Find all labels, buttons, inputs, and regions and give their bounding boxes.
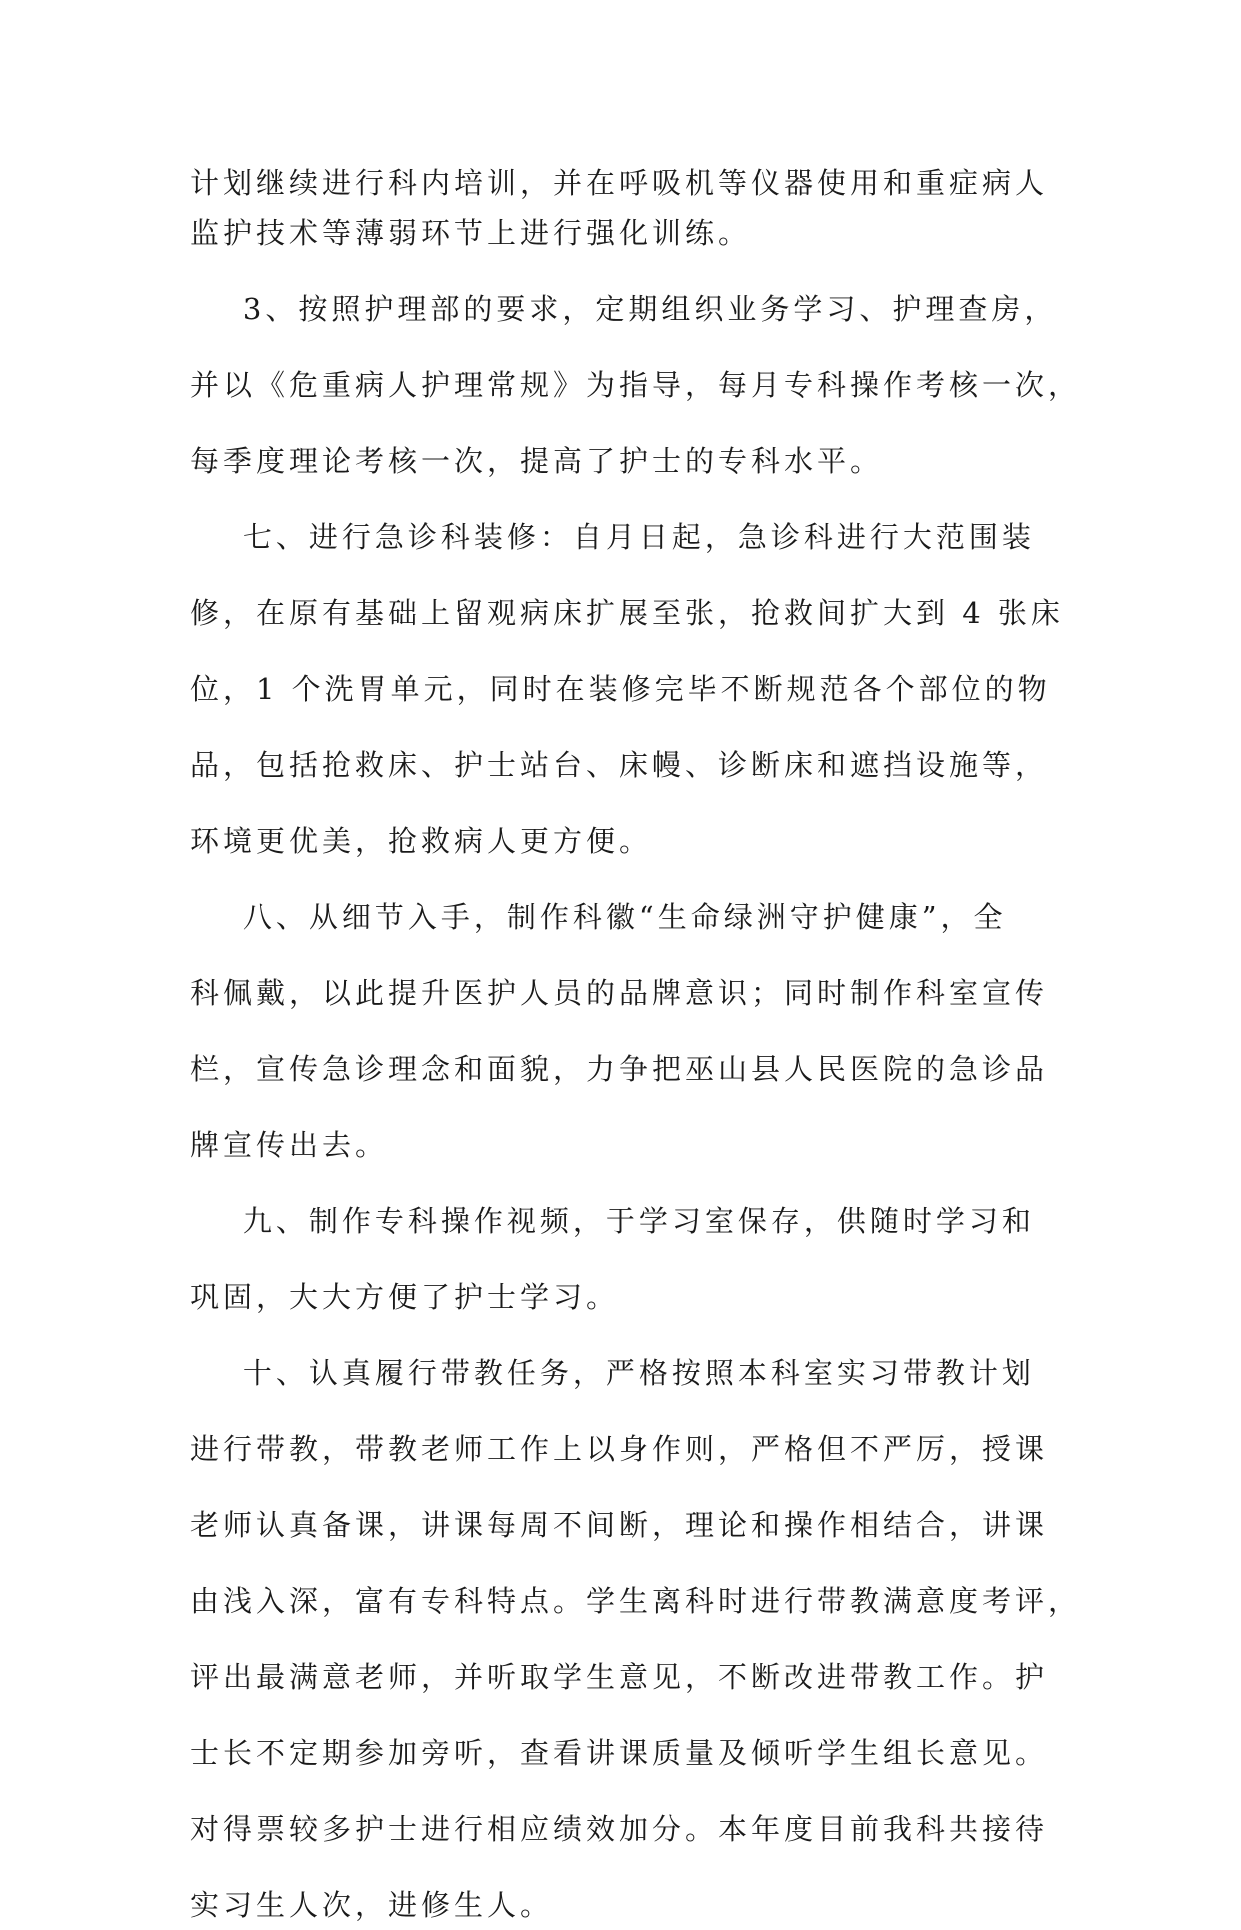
text-line: 环境更优美，抢救病人更方便。 (190, 824, 653, 858)
text-line: 栏，宣传急诊理念和面貌，力争把巫山县人民医院的急诊品 (190, 1052, 1049, 1086)
text-line: 对得票较多护士进行相应绩效加分。本年度目前我科共接待 (190, 1812, 1049, 1846)
text-line: 八、从细节入手，制作科徽“生命绿洲守护健康”，全 (190, 900, 1007, 934)
text-line: 每季度理论考核一次，提高了护士的专科水平。 (190, 444, 884, 478)
text-line: 品，包括抢救床、护士站台、床幔、诊断床和遮挡设施等， (190, 748, 1049, 782)
text-line: 计划继续进行科内培训，并在呼吸机等仪器使用和重症病人 (190, 166, 1049, 200)
text-line: 牌宣传出去。 (190, 1128, 389, 1162)
text-line: 修，在原有基础上留观病床扩展至张，抢救间扩大到 4 张床 (190, 596, 1064, 630)
text-line: 科佩戴，以此提升医护人员的品牌意识；同时制作科室宣传 (190, 976, 1049, 1010)
text-line: 十、认真履行带教任务，严格按照本科室实习带教计划 (190, 1356, 1035, 1390)
text-line: 3、按照护理部的要求，定期组织业务学习、护理查房， (190, 292, 1058, 326)
text-line: 巩固，大大方便了护士学习。 (190, 1280, 620, 1314)
text-line: 由浅入深，富有专科特点。学生离科时进行带教满意度考评， (190, 1584, 1082, 1618)
text-line: 士长不定期参加旁听，查看讲课质量及倾听学生组长意见。 (190, 1736, 1049, 1770)
text-line: 实习生人次，进修生人。 (190, 1888, 554, 1922)
text-line: 监护技术等薄弱环节上进行强化训练。 (190, 216, 752, 250)
text-line: 并以《危重病人护理常规》为指导，每月专科操作考核一次， (190, 368, 1082, 402)
text-line: 七、进行急诊科装修：自月日起，急诊科进行大范围装 (190, 520, 1035, 554)
text-line: 位，1 个洗胃单元，同时在装修完毕不断规范各个部位的物 (190, 672, 1051, 706)
text-line: 九、制作专科操作视频，于学习室保存，供随时学习和 (190, 1204, 1035, 1238)
text-line: 进行带教，带教老师工作上以身作则，严格但不严厉，授课 (190, 1432, 1049, 1466)
body-text (190, 158, 1082, 1930)
text-line: 评出最满意老师，并听取学生意见，不断改进带教工作。护 (190, 1660, 1049, 1694)
text-line: 老师认真备课，讲课每周不间断，理论和操作相结合，讲课 (190, 1508, 1049, 1542)
